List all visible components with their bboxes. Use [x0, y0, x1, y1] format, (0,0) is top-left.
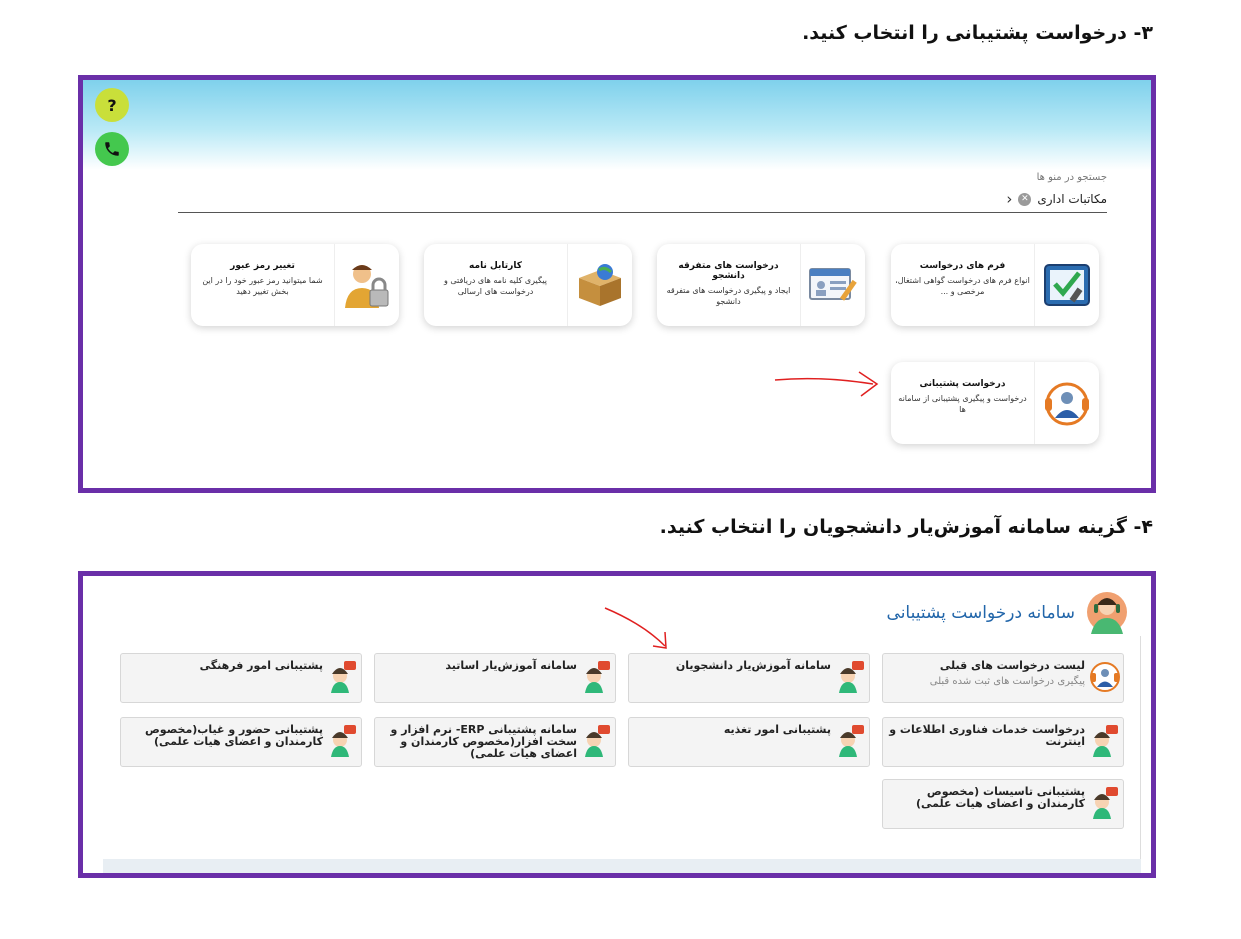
headset-agent-icon — [1087, 654, 1123, 700]
annotation-arrow — [603, 606, 673, 652]
tile-title: سامانه پشتیبانی ERP- نرم افزار و سخت افزار(مخصوص کارمندان و اعضای هیات علمی) — [390, 723, 577, 760]
tile-title: درخواست خدمات فناوری اطلاعات و اینترنت — [889, 723, 1085, 748]
card-change-password[interactable] — [191, 244, 399, 326]
panel-footer-strip — [103, 859, 1141, 873]
panel-border — [1140, 636, 1141, 863]
tile-title: پشتیبانی امور فرهنگی — [199, 659, 323, 672]
support-chat-agent-icon — [833, 718, 869, 764]
card-student-misc-requests[interactable] — [657, 244, 865, 326]
tile-nutrition-support[interactable] — [628, 717, 870, 767]
tile-teacher-amoozeshyar[interactable] — [374, 653, 616, 703]
tile-previous-requests[interactable] — [882, 653, 1124, 703]
tile-title: پشتیبانی امور تغذیه — [723, 723, 831, 736]
card-title: فرم های درخواست — [919, 261, 1006, 271]
support-chat-agent-icon — [1087, 780, 1123, 826]
phone-icon — [103, 140, 121, 158]
step3-heading: ۳- درخواست پشتیبانی را انتخاب کنید. — [802, 22, 1153, 44]
support-chat-agent-icon — [579, 654, 615, 700]
user-lock-icon — [334, 244, 399, 326]
card-title: درخواست پشتیبانی — [919, 379, 1006, 389]
support-chat-agent-icon — [1087, 718, 1123, 764]
card-support-request[interactable] — [891, 362, 1099, 444]
help-icon: ? — [107, 95, 117, 115]
card-desc: ایجاد و پیگیری درخواست های متفرقه دانشجو — [666, 286, 791, 306]
tile-title: پشتیبانی حضور و غیاب(مخصوص کارمندان و اعضای هیات علمی) — [145, 723, 323, 748]
support-system-screenshot-frame — [78, 571, 1156, 878]
id-card-icon — [800, 244, 865, 326]
headset-agent-icon — [1034, 362, 1099, 444]
help-button[interactable] — [95, 88, 129, 122]
search-underline — [178, 212, 1107, 213]
tile-title: لیست درخواست های قبلی — [939, 659, 1085, 672]
header-banner — [83, 80, 1151, 170]
card-request-forms[interactable] — [891, 244, 1099, 326]
tile-it-internet-services[interactable] — [882, 717, 1124, 767]
card-letter-kartable[interactable] — [424, 244, 632, 326]
tile-subtitle: پیگیری درخواست های ثبت شده قبلی — [929, 676, 1085, 687]
card-desc: پیگیری کلیه نامه های دریافتی و درخواست های ارسالی — [443, 276, 548, 296]
step4-heading: ۴- گزینه سامانه آموزش‌یار دانشجویان را انتخاب کنید. — [659, 516, 1153, 538]
tile-cultural-support[interactable] — [120, 653, 362, 703]
menu-search-label: جستجو در منو ها — [1036, 172, 1107, 183]
box-icon — [567, 244, 632, 326]
tile-title: سامانه آموزش‌یار اساتید — [445, 659, 577, 672]
support-system-header — [887, 590, 1129, 636]
menu-search-input[interactable] — [1006, 190, 1107, 208]
chevron-left-icon[interactable]: ‹ — [1006, 190, 1013, 208]
tile-title: پشتیبانی تاسیسات (مخصوص کارمندان و اعضای هیات علمی) — [915, 785, 1085, 810]
tile-erp-support[interactable] — [374, 717, 616, 767]
support-agent-avatar-icon — [1085, 590, 1129, 636]
checklist-icon — [1034, 244, 1099, 326]
tile-facilities-support[interactable] — [882, 779, 1124, 829]
card-desc: درخواست و پیگیری پشتیبانی از سامانه ها — [898, 394, 1027, 414]
menu-search-value: مکاتبات اداری — [1037, 192, 1107, 206]
card-desc: شما میتوانید رمز عبور خود را در این بخش تغییر دهید — [202, 276, 323, 296]
card-title: درخواست های متفرقه دانشجو — [678, 261, 779, 281]
card-title: تغییر رمز عبور — [230, 261, 295, 271]
tile-title: سامانه آموزش‌یار دانشجویان — [675, 659, 831, 672]
support-chat-agent-icon — [833, 654, 869, 700]
support-chat-agent-icon — [325, 654, 361, 700]
tile-attendance-support[interactable] — [120, 717, 362, 767]
card-desc: انواع فرم های درخواست گواهی اشتغال، مرخصی و ... — [895, 276, 1030, 296]
phone-button[interactable] — [95, 132, 129, 166]
support-system-title: سامانه درخواست پشتیبانی — [886, 603, 1075, 623]
tile-student-amoozeshyar[interactable] — [628, 653, 870, 703]
card-title: کارتابل نامه — [469, 261, 522, 271]
portal-screenshot-frame — [78, 75, 1156, 493]
annotation-arrow — [773, 368, 893, 398]
support-chat-agent-icon — [325, 718, 361, 764]
clear-icon[interactable]: ✕ — [1018, 193, 1031, 206]
support-chat-agent-icon — [579, 718, 615, 764]
